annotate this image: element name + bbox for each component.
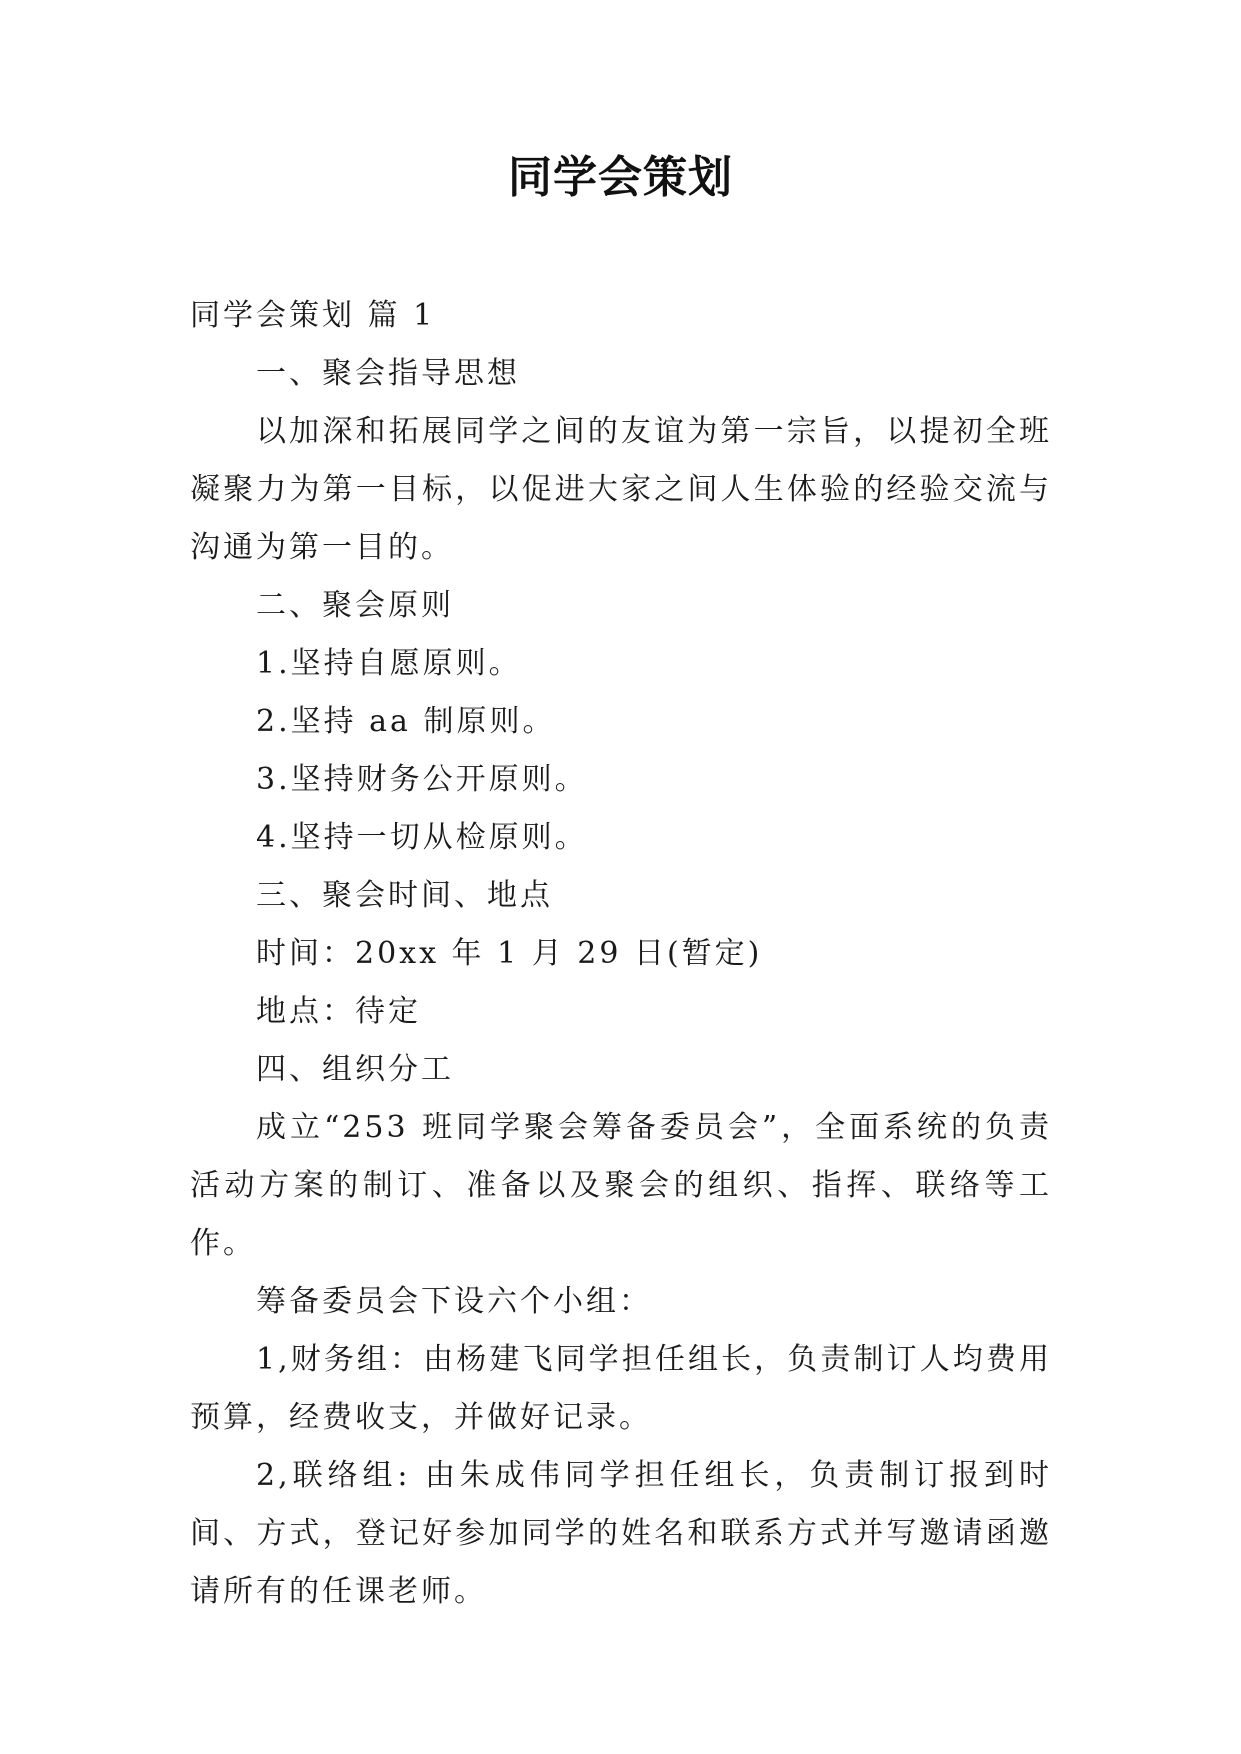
document-body <box>190 287 1052 1621</box>
heading-guiding-idea: 一、聚会指导思想 <box>256 356 520 391</box>
meeting-time: 时间：20xx 年 1 月 29 日(暂定) <box>256 936 763 971</box>
principle-item-4: 4.坚持一切从检原则。 <box>256 820 588 855</box>
document-title: 同学会策划 <box>508 152 733 203</box>
heading-principles: 二、聚会原则 <box>256 588 454 623</box>
paragraph-committee: 成立“253 班同学聚会筹备委员会”，全面系统的负责活动方案的制订、准备以及聚会的组织、指挥、联络等工作。 <box>190 1110 1052 1261</box>
paragraph-guiding-idea: 以加深和拓展同学之间的友谊为第一宗旨，以提初全班凝聚力为第一目标，以促进大家之间人生体验的经验交流与沟通为第一目的。 <box>190 414 1052 565</box>
principle-item-3: 3.坚持财务公开原则。 <box>256 762 588 797</box>
heading-organization: 四、组织分工 <box>256 1052 454 1087</box>
paragraph-liaison-group: 2,联络组: 由朱成伟同学担任组长，负责制订报到时间、方式，登记好参加同学的姓名和联系方式并写邀请函邀请所有的任课老师。 <box>190 1458 1052 1609</box>
principle-item-1: 1.坚持自愿原则。 <box>256 646 522 681</box>
meeting-place: 地点：待定 <box>256 994 421 1029</box>
principle-item-2: 2.坚持 aa 制原则。 <box>256 704 556 739</box>
heading-time-place: 三、聚会时间、地点 <box>256 878 553 913</box>
section-header: 同学会策划 篇 1 <box>190 298 436 333</box>
paragraph-subgroups-intro: 筹备委员会下设六个小组： <box>256 1284 652 1319</box>
paragraph-finance-group: 1,财务组：由杨建飞同学担任组长，负责制订人均费用预算，经费收支，并做好记录。 <box>190 1342 1052 1435</box>
